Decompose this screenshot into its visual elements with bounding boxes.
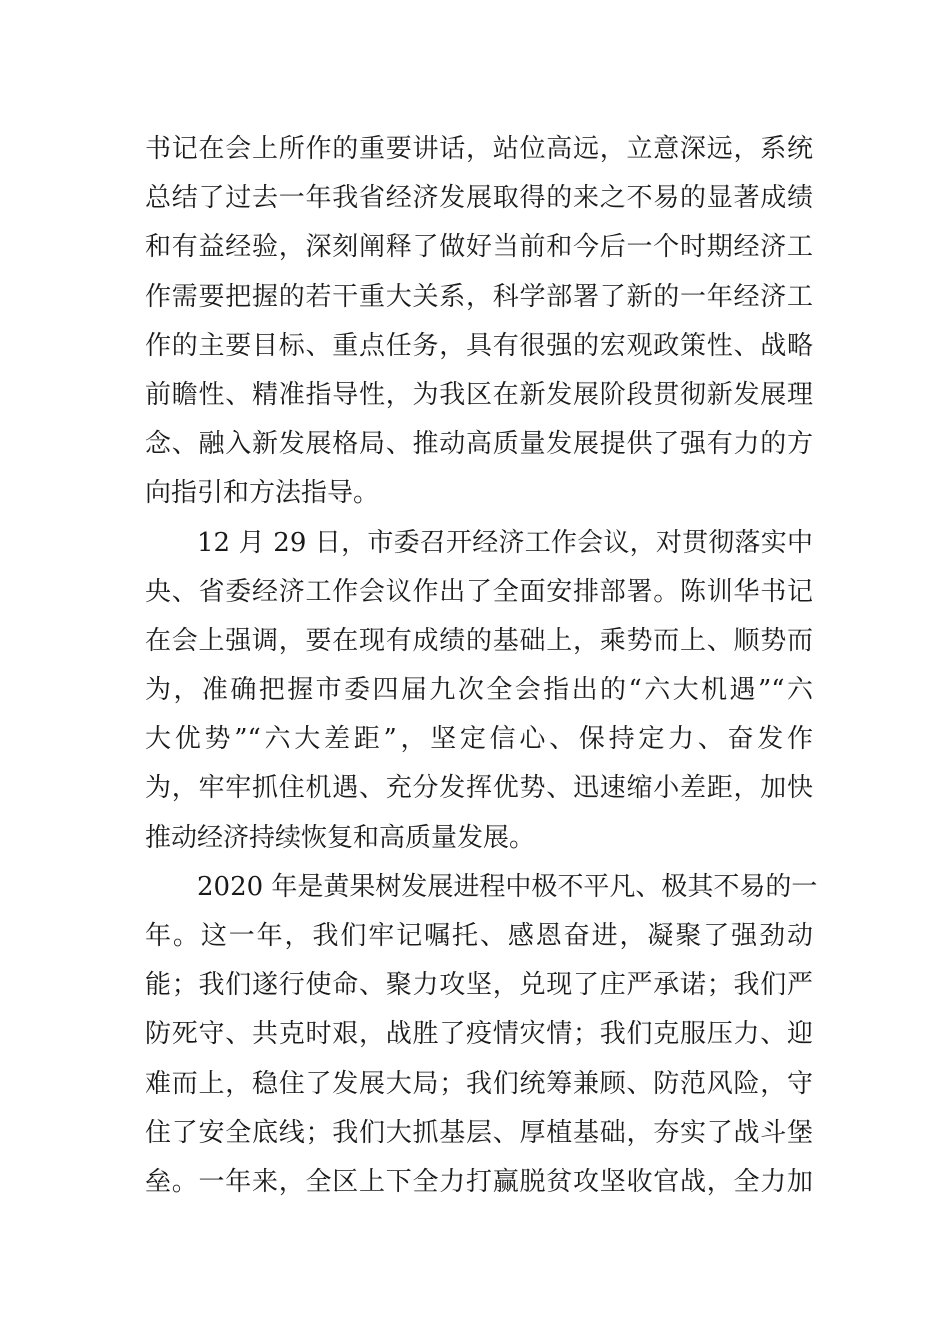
text-line: 书记在会上所作的重要讲话，站位高远，立意深远，系统 (145, 134, 813, 164)
text-line: 央、省委经济工作会议作出了全面安排部署。陈训华书记 (145, 576, 813, 607)
text-line: 难而上，稳住了发展大局；我们统筹兼顾、防范风险，守 (145, 1068, 813, 1099)
text-line: 念、融入新发展格局、推动高质量发展提供了强有力的方 (145, 429, 813, 460)
text-line: 作需要把握的若干重大关系，科学部署了新的一年经济工 (145, 281, 813, 312)
text-line: 能；我们遂行使命、聚力攻坚，兑现了庄严承诺；我们严 (145, 970, 813, 1001)
text-line: 大优势”“六大差距”，坚定信心、保持定力、奋发作 (145, 724, 813, 755)
text-line: 垒。一年来，全区上下全力打赢脱贫攻坚收官战，全力加 (145, 1166, 813, 1197)
text-line: 前瞻性、精准指导性，为我区在新发展阶段贯彻新发展理 (145, 379, 813, 410)
text-line: 作的主要目标、重点任务，具有很强的宏观政策性、战略 (145, 330, 813, 361)
text-line: 向指引和方法指导。 (145, 478, 380, 509)
text-line: 住了安全底线；我们大抓基层、厚植基础，夯实了战斗堡 (145, 1117, 813, 1148)
paragraph-2 (145, 519, 813, 863)
paragraph-3 (145, 863, 818, 1207)
text-line: 在会上强调，要在现有成绩的基础上，乘势而上、顺势而 (145, 625, 813, 656)
text-line: 年。这一年，我们牢记嘱托、感恩奋进，凝聚了强劲动 (145, 921, 813, 951)
text-line: 推动经济持续恢复和高质量发展。 (145, 822, 536, 853)
text-line: 为，准确把握市委四届九次全会指出的“六大机遇”“六 (145, 675, 813, 706)
paragraph-1 (145, 125, 813, 519)
text-line: 和有益经验，深刻阐释了做好当前和今后一个时期经济工 (145, 232, 813, 263)
text-line: 12 月 29 日，市委召开经济工作会议，对贯彻落实中 (197, 527, 813, 558)
text-line: 2020 年是黄果树发展进程中极不平凡、极其不易的一 (197, 871, 818, 902)
text-line: 总结了过去一年我省经济发展取得的来之不易的显著成绩 (145, 183, 813, 214)
document-body (145, 125, 818, 1207)
text-line: 为，牢牢抓住机遇、充分发挥优势、迅速缩小差距，加快 (145, 773, 813, 804)
text-line: 防死守、共克时艰，战胜了疫情灾情；我们克服压力、迎 (145, 1019, 813, 1050)
